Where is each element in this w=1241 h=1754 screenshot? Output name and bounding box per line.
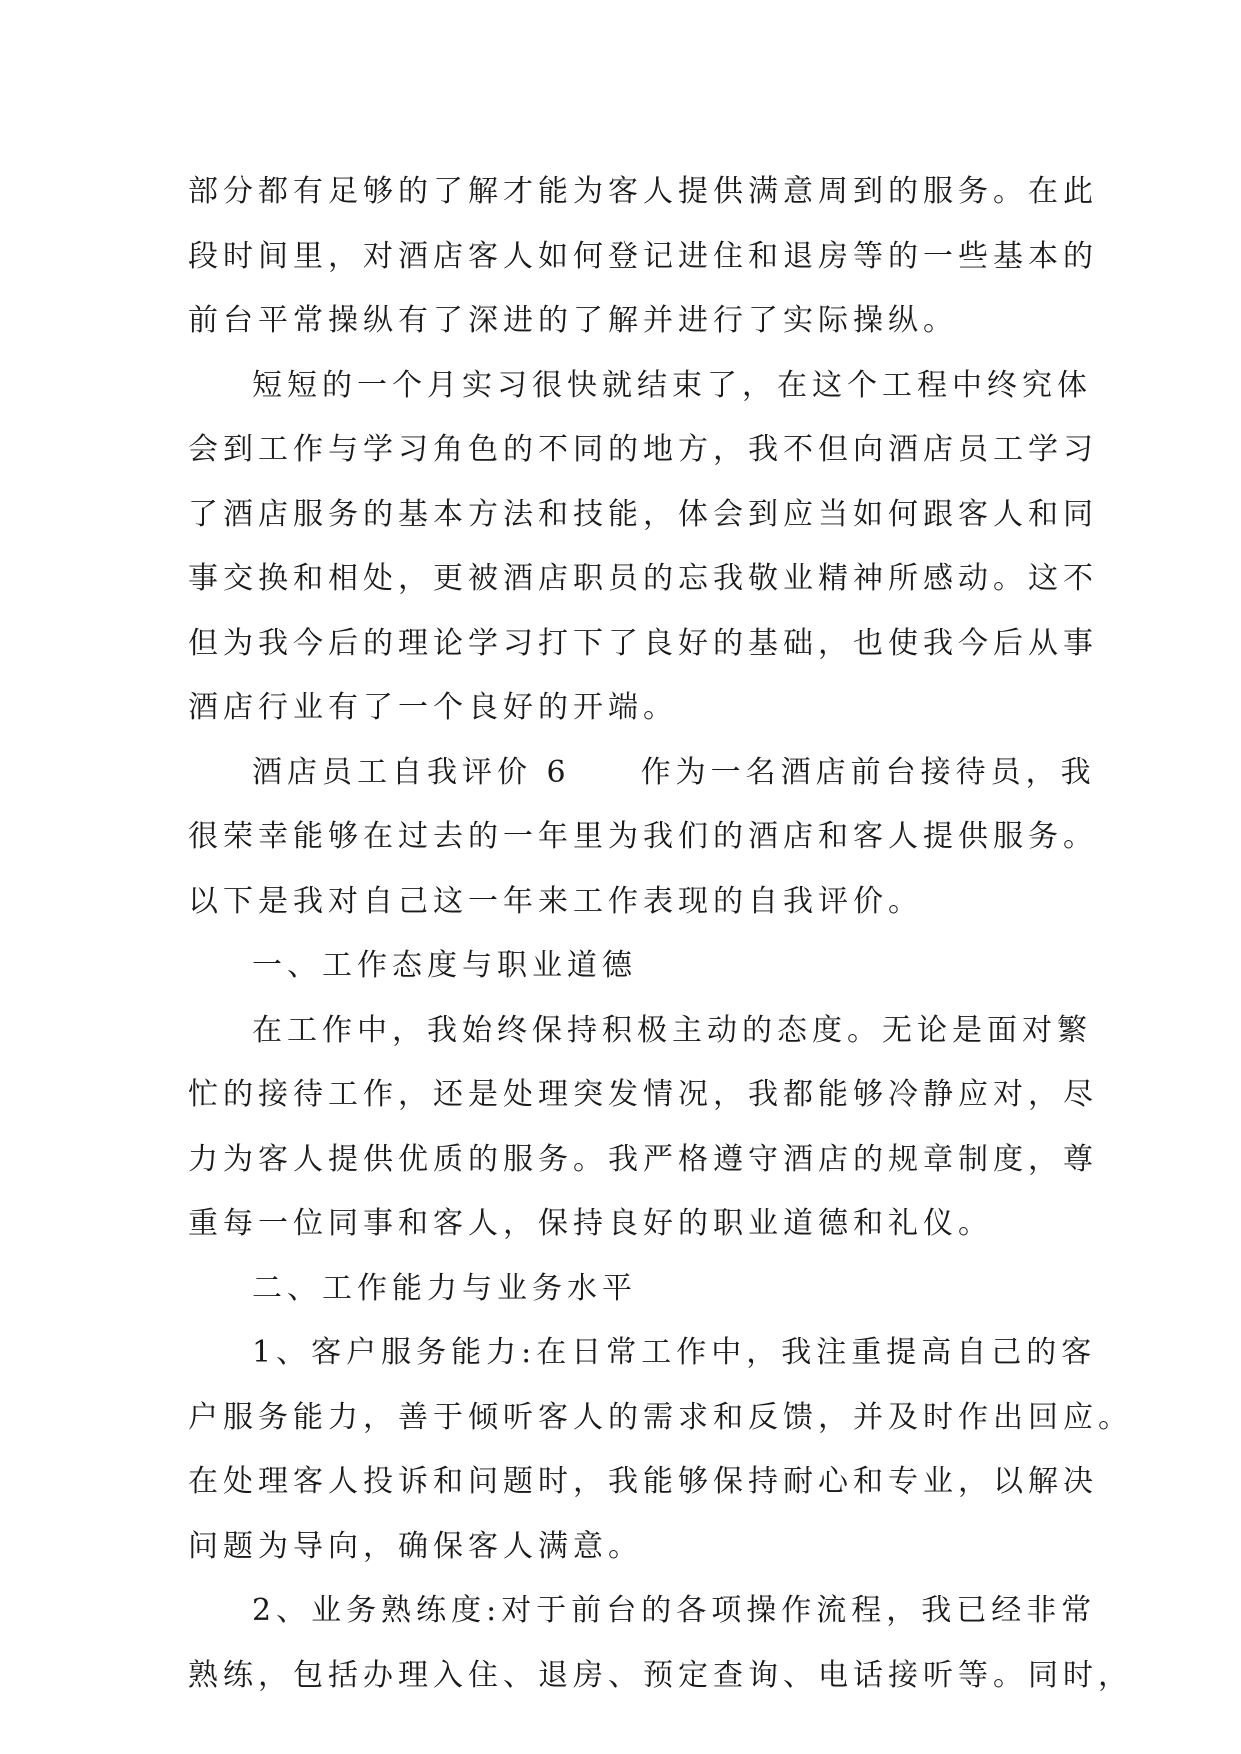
text-line-4: 短短的一个月实习很快就结束了，在这个工程中终究体 — [252, 367, 1092, 403]
text-line-10: 酒店员工自我评价 6 作为一名酒店前台接待员，我 — [252, 754, 1096, 790]
text-line-14: 在工作中，我始终保持积极主动的态度。无论是面对繁 — [252, 1012, 1092, 1048]
section-heading-1: 一、工作态度与职业道德 — [252, 948, 637, 983]
text-line-11: 很荣幸能够在过去的一年里为我们的酒店和客人提供服务。 — [188, 819, 1098, 854]
text-line-22: 问题为导向，确保客人满意。 — [188, 1528, 643, 1564]
text-line-21: 在处理客人投诉和问题时，我能够保持耐心和专业，以解决 — [188, 1464, 1098, 1499]
document-body — [188, 160, 1133, 1708]
text-line-7: 事交换和相处，更被酒店职员的忘我敬业精神所感动。这不 — [188, 561, 1098, 596]
text-line-2: 段时间里，对酒店客人如何登记进住和退房等的一些基本的 — [188, 238, 1098, 274]
text-line-17: 重每一位同事和客人，保持良好的职业道德和礼仪。 — [188, 1206, 993, 1241]
text-line-16: 力为客人提供优质的服务。我严格遵守酒店的规章制度，尊 — [188, 1141, 1098, 1177]
text-line-12: 以下是我对自己这一年来工作表现的自我评价。 — [188, 883, 923, 919]
text-line-19: 1、客户服务能力:在日常工作中，我注重提高自己的客 — [252, 1335, 1097, 1370]
text-line-15: 忙的接待工作，还是处理突发情况，我都能够冷静应对，尽 — [188, 1077, 1098, 1112]
text-line-6: 了酒店服务的基本方法和技能，体会到应当如何跟客人和同 — [188, 496, 1098, 532]
text-line-24: 熟练，包括办理入住、退房、预定查询、电话接听等。同时， — [188, 1657, 1133, 1693]
text-line-9: 酒店行业有了一个良好的开端。 — [188, 690, 678, 725]
text-line-20: 户服务能力，善于倾听客人的需求和反馈，并及时作出回应。 — [188, 1399, 1133, 1435]
text-line-8: 但为我今后的理论学习打下了良好的基础，也使我今后从事 — [188, 625, 1098, 661]
section-heading-2: 二、工作能力与业务水平 — [252, 1270, 637, 1306]
text-line-1: 部分都有足够的了解才能为客人提供满意周到的服务。在此 — [188, 174, 1098, 209]
text-line-3: 前台平常操纵有了深进的了解并进行了实际操纵。 — [188, 303, 958, 338]
text-line-23: 2、业务熟练度:对于前台的各项操作流程，我已经非常 — [252, 1593, 1097, 1628]
text-line-5: 会到工作与学习角色的不同的地方，我不但向酒店员工学习 — [188, 432, 1098, 467]
